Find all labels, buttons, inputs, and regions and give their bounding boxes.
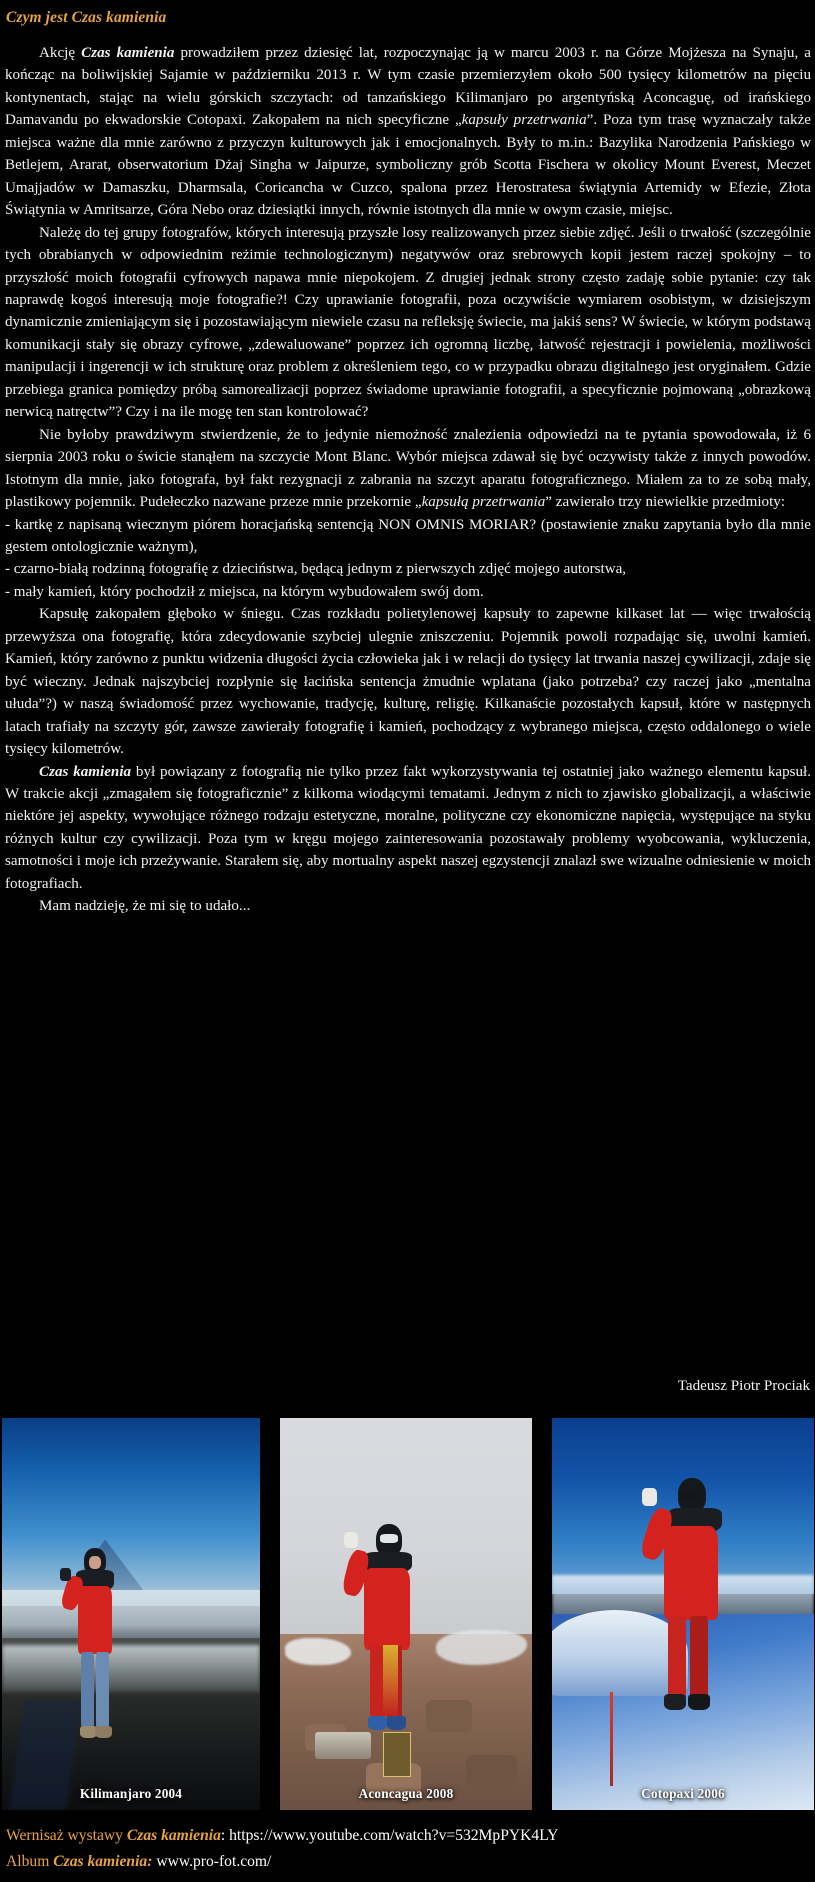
snow-patch-left	[285, 1638, 351, 1665]
goggles-icon	[380, 1534, 398, 1543]
right-leg	[690, 1616, 708, 1702]
para1-seg1: Akcję	[39, 45, 82, 61]
para1-title-emphasis: Czas kamienia	[81, 45, 175, 61]
capsule-in-hand	[642, 1488, 657, 1506]
summit-plaque	[383, 1732, 410, 1777]
photo-gallery	[0, 1418, 815, 1810]
vernissage-title: Czas kamienia	[126, 1827, 221, 1844]
photo-caption: Kilimanjaro 2004	[79, 1786, 183, 1801]
snow-field	[2, 1645, 260, 1692]
para3-seg1: Nie byłoby prawdziwym stwierdzenie, że to jedynie niemożność znalezienia odpowiedzi na te pytania spowodowała, iż 6 sierpnia 2003 roku o świcie stanąłem na szczycie Mont Blanc. Wybór miejsca zdawał się być oczywisty także z innych powodów. Istotnym dla mnie, jako fotografa, był fakt rezygnacji z zabrania na szczyt aparatu fotograficznego. Miałem za to ze sobą mały, plastikowy pojemnik. Pudełeczko nazwane przeze mnie przekornie „	[5, 426, 811, 511]
right-boot	[387, 1716, 406, 1730]
list-item: - czarno-białą rodzinną fotografię z dzieciństwa, będącą jednym z pierwszych zdjęć mojego autorstwa,	[5, 561, 627, 578]
paragraph-3	[5, 424, 811, 514]
climber-figure	[346, 1524, 426, 1752]
footer-links	[6, 1823, 806, 1875]
summit-flag	[383, 1645, 398, 1716]
photo-aconcagua	[280, 1418, 532, 1810]
para5-title-emphasis: Czas kamienia	[39, 763, 132, 780]
capsule-in-hand	[344, 1532, 358, 1548]
vernissage-label: Wernisaż wystawy	[6, 1827, 127, 1844]
red-jacket	[78, 1586, 112, 1654]
climber-figure	[58, 1548, 130, 1763]
album-title: Czas kamienia:	[53, 1853, 153, 1870]
right-boot	[95, 1726, 112, 1738]
left-boot	[368, 1716, 387, 1730]
photo-divider	[260, 1418, 280, 1810]
left-boot	[664, 1694, 686, 1710]
para3-seg2: ” zawierało trzy niewielkie przedmioty:	[545, 494, 786, 511]
photo-divider	[532, 1418, 552, 1810]
left-leg	[668, 1616, 686, 1702]
para5-seg1: był powiązany z fotografią nie tylko przez fakt wykorzystywania tej ostatniej jako ważnego elementu kapsuł. W trakcie akcji „zmagałem się fotograficznie” z kilkoma wiodącymi tematami. Jednym z nich to zjawisko globalizacji, a właściwie niektóre jej aspekty, wywołujące różnego rodzaju estetyczne, moralne, polityczne czy ekonomiczne napięcia, występujące na styku różnych kultur czy cywilizacji. Poza tym w kręgu mojego zainteresowania pozostawały problemy wyobcowania, wykluczenia, samotności i moje ich przeżywanie. Starałem się, aby mortualny aspekt naszej egzystencji znalazł swe wizualne odniesienie w moich fotografiach.	[5, 763, 812, 892]
list-item: - kartkę z napisaną wiecznym piórem horacjańską sentencją NON OMNIS MORIAR? (postawienie znaku zapytania było dla mnie gestem ontologicznie ważnym),	[5, 516, 811, 555]
face	[89, 1556, 101, 1569]
summit-marker-box	[315, 1732, 370, 1759]
list-item: - mały kamień, który pochodził z miejsca, na którym wybudowałem swój dom.	[5, 583, 484, 600]
footer-line-album	[6, 1849, 806, 1875]
para1-seg3: ”. Poza tym trasę wyznaczały także miejsca ważne dla mnie zarówno z przyczyn kulturowych jak i emocjonalnych. Były to m.in.: Bazylika Narodzenia Pańskiego w Betlejem, Ararat, obserwatorium Dżaj Singha w Jaipurze, symboliczny grób Scotta Fischera w okolicy Mount Everest, Meczet Umajjadów w Damaszku, Dharmsala, Coricancha w Cuzco, spalona przez Herostratesa świątynia Artemidy w Efezie, Złota Świątynia w Amritsarze, Góra Nebo oraz dziesiątki innych, równie istotnych dla mnie w owym czasie, miejsc.	[5, 112, 811, 219]
vernissage-separator: :	[220, 1827, 230, 1844]
rock	[426, 1700, 471, 1731]
paragraph-5	[5, 761, 811, 896]
article-body	[5, 42, 811, 918]
right-boot	[688, 1694, 710, 1710]
author-signature: Tadeusz Piotr Prociak	[677, 1378, 810, 1394]
paragraph-2: Należę do tej grupy fotografów, których interesują przyszłe losy realizowanych przez siebie zdjęć. Jeśli o trwałość (szczególnie tych obrabianych w odpowiednim reżimie technologicznym) negatywów oraz srebrowych kopii jestem raczej spokojny – to przyszłość moich fotografii cyfrowych napawa mnie niepokojem. Z drugiej jednak strony często zadaję sobie pytanie: czy tak naprawdę kogoś interesują moje fotografie?! Czy uprawianie fotografii, poza oczywiście wymiarem osobistym, w dzisiejszym dynamicznie zmieniającym się i pozostawiającym niewiele czasu na refleksję świecie, ma jakiś sens? W świecie, w którym podstawą komunikacji stały się obrazy cyfrowe, „zdewaluowane” poprzez ich ogromną liczbę, łatwość rejestracji i powielenia, możliwości manipulacji i ingerencji w ich strukturę oraz problem z określeniem tego, co w przypadku obrazu digitalnego jest oryginałem. Gdzie przebiega granica pomiędzy próbą samorealizacji poprzez świadome uprawianie fotografii, a specyficznie pojmowaną „obrazkową nerwicą natręctw”? Czy i na ile mogę ten stan kontrolować?	[5, 224, 811, 421]
trekking-pole	[610, 1692, 613, 1786]
para1-capsule-emphasis: kapsuły przetrwania	[461, 112, 587, 129]
photo-cotopaxi	[552, 1418, 814, 1810]
photo-kilimanjaro	[2, 1418, 260, 1810]
climber-figure	[638, 1478, 734, 1728]
album-label: Album	[6, 1853, 54, 1870]
red-jacket	[664, 1526, 718, 1620]
right-leg	[96, 1652, 109, 1730]
left-leg	[81, 1652, 94, 1730]
photo-caption: Aconcagua 2008	[358, 1786, 454, 1801]
paragraph-4: Kapsułę zakopałem głęboko w śniegu. Czas rozkładu polietylenowej kapsuły to zapewne kilkaset lat — więc trwałością przewyższa ona fotografię, która zdecydowanie szybciej ulegnie zniszczeniu. Pojemnik powoli rozpadając się, uwolni kamień. Kamień, który zarówno z punktu widzenia długości życia człowieka jak i w relacji do tysięcy lat trwania naszej cywilizacji, zdaje się być wieczny. Jednak najszybciej rozpłynie się łacińska sentencja żmudnie wplatana (jako potrzeba? czy raczej jako „mentalna ułuda”?) w naszą świadomość przez wychowanie, tradycję, kulturę, religię. Kilkanaście pozostałych kapsuł, które w następnych latach trafiały na szczyty gór, zawsze zawierały fotografię i kamień, pochodzący z wybranego miejsca, często oddalonego o wiele tysięcy kilometrów.	[5, 606, 811, 758]
capsule-in-hand	[60, 1568, 71, 1581]
photo-caption: Cotopaxi 2006	[641, 1786, 725, 1801]
paragraph-6: Mam nadzieję, że mi się to udało...	[39, 898, 251, 915]
footer-line-vernissage	[6, 1823, 806, 1849]
album-link[interactable]: www.pro-fot.com/	[156, 1853, 272, 1870]
paragraph-1	[5, 42, 811, 222]
rock	[466, 1755, 516, 1786]
para1-seg2: prowadziłem przez dziesięć lat, rozpoczynając ją w marcu 2003 r. na Górze Mojżesza na Synaju, a kończąc na boliwijskiej Sajamie w październiku 2013 r. W tym czasie przemierzyłem około 500 tysięcy kilometrów na pięciu kontynentach, stając na wielu górskich szczytach: od tanzańskiego Kilimanjaro po argentyńską Aconcaguę, od irańskiego Damavandu po ekwadorskie Cotopaxi. Zakopałem na nich specyficzne „	[5, 45, 811, 129]
youtube-link[interactable]: https://www.youtube.com/watch?v=532MpPYK4LY	[229, 1827, 559, 1844]
para3-capsule-emphasis: kapsułą przetrwania	[421, 494, 546, 511]
sunglasses-icon	[682, 1492, 701, 1500]
red-jacket	[364, 1568, 410, 1650]
page-title: Czym jest Czas kamienia	[6, 9, 167, 26]
